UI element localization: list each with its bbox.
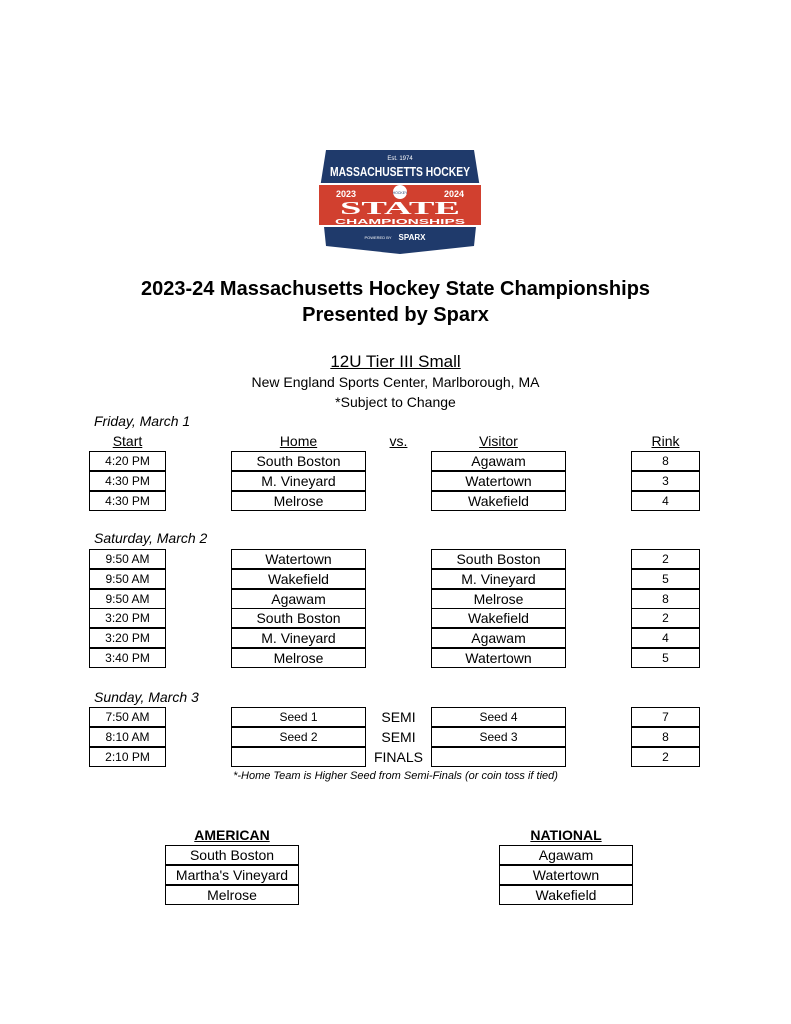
footnote: *-Home Team is Higher Seed from Semi-Finals (or coin toss if tied) [233, 770, 558, 782]
national-group-title: NATIONAL [530, 827, 602, 843]
logo-puck: HOCKEY [392, 191, 408, 195]
header-home: Home [279, 433, 318, 449]
start-time-cell: 4:30 PM [89, 471, 166, 491]
massachusetts-hockey-logo [316, 148, 484, 256]
header-rink: Rink [651, 433, 680, 449]
page-title: 2023-24 Massachusetts Hockey State Championships [140, 278, 651, 300]
subject-to-change: *Subject to Change [335, 394, 456, 410]
logo-state: STATE [340, 198, 460, 218]
page-subtitle: Presented by Sparx [302, 304, 489, 326]
home-team-cell: South Boston [231, 451, 366, 471]
visitor-team-cell: Seed 4 [431, 707, 566, 727]
day-label: Friday, March 1 [94, 413, 191, 429]
start-time-cell: 9:50 AM [89, 589, 166, 609]
visitor-team-cell: Melrose [431, 589, 566, 609]
venue: New England Sports Center, Marlborough, MA [251, 374, 540, 390]
header-visitor: Visitor [479, 433, 518, 449]
start-time-cell: 3:20 PM [89, 628, 166, 648]
visitor-team-cell [431, 747, 566, 767]
day-label: Sunday, March 3 [94, 689, 199, 705]
round-label: SEMI [381, 709, 416, 725]
start-time-cell: 7:50 AM [89, 707, 166, 727]
visitor-team-cell: South Boston [431, 549, 566, 569]
visitor-team-cell: Watertown [431, 471, 566, 491]
visitor-team-cell: Agawam [431, 451, 566, 471]
day-label: Saturday, March 2 [94, 530, 208, 546]
home-team-cell: Seed 1 [231, 707, 366, 727]
logo-powered: POWERED BY [364, 235, 392, 240]
rink-cell: 8 [631, 727, 700, 747]
rink-cell: 2 [631, 747, 700, 767]
american-team-cell: South Boston [165, 845, 299, 865]
national-team-cell: Agawam [499, 845, 633, 865]
home-team-cell: Melrose [231, 491, 366, 511]
national-team-cell: Watertown [499, 865, 633, 885]
header-vs: vs. [389, 433, 408, 449]
start-time-cell: 9:50 AM [89, 569, 166, 589]
home-team-cell: M. Vineyard [231, 471, 366, 491]
start-time-cell: 9:50 AM [89, 549, 166, 569]
logo-year-right: 2024 [443, 189, 465, 199]
american-group-title: AMERICAN [194, 827, 270, 843]
visitor-team-cell: Watertown [431, 648, 566, 668]
rink-cell: 8 [631, 451, 700, 471]
visitor-team-cell: Seed 3 [431, 727, 566, 747]
logo-est: Est. 1974 [387, 156, 413, 162]
division-title: 12U Tier III Small [330, 352, 461, 371]
logo-champ: CHAMPIONSHIPS [335, 219, 466, 226]
start-time-cell: 4:20 PM [89, 451, 166, 471]
round-label: FINALS [373, 748, 423, 765]
rink-cell: 7 [631, 707, 700, 727]
rink-cell: 2 [631, 549, 700, 569]
start-time-cell: 3:40 PM [89, 648, 166, 668]
header-start: Start [112, 433, 143, 449]
logo-year-left: 2023 [335, 189, 357, 199]
visitor-team-cell: M. Vineyard [431, 569, 566, 589]
home-team-cell: M. Vineyard [231, 628, 366, 648]
rink-cell: 4 [631, 491, 700, 511]
home-team-cell: South Boston [231, 608, 366, 628]
home-team-cell: Seed 2 [231, 727, 366, 747]
rink-cell: 3 [631, 471, 700, 491]
start-time-cell: 3:20 PM [89, 608, 166, 628]
rink-cell: 8 [631, 589, 700, 609]
rink-cell: 4 [631, 628, 700, 648]
rink-cell: 2 [631, 608, 700, 628]
american-team-cell: Martha's Vineyard [165, 865, 299, 885]
home-team-cell: Watertown [231, 549, 366, 569]
rink-cell: 5 [631, 648, 700, 668]
logo-org: MASSACHUSETTS HOCKEY [330, 164, 471, 179]
home-team-cell: Agawam [231, 589, 366, 609]
national-team-cell: Wakefield [499, 885, 633, 905]
american-team-cell: Melrose [165, 885, 299, 905]
visitor-team-cell: Agawam [431, 628, 566, 648]
start-time-cell: 2:10 PM [89, 747, 166, 767]
visitor-team-cell: Wakefield [431, 608, 566, 628]
round-label: SEMI [381, 728, 416, 745]
start-time-cell: 8:10 AM [89, 727, 166, 747]
start-time-cell: 4:30 PM [89, 491, 166, 511]
logo-sponsor: SPARX [398, 233, 426, 242]
rink-cell: 5 [631, 569, 700, 589]
home-team-cell: Melrose [231, 648, 366, 668]
home-team-cell: Wakefield [231, 569, 366, 589]
visitor-team-cell: Wakefield [431, 491, 566, 511]
home-team-cell [231, 747, 366, 767]
